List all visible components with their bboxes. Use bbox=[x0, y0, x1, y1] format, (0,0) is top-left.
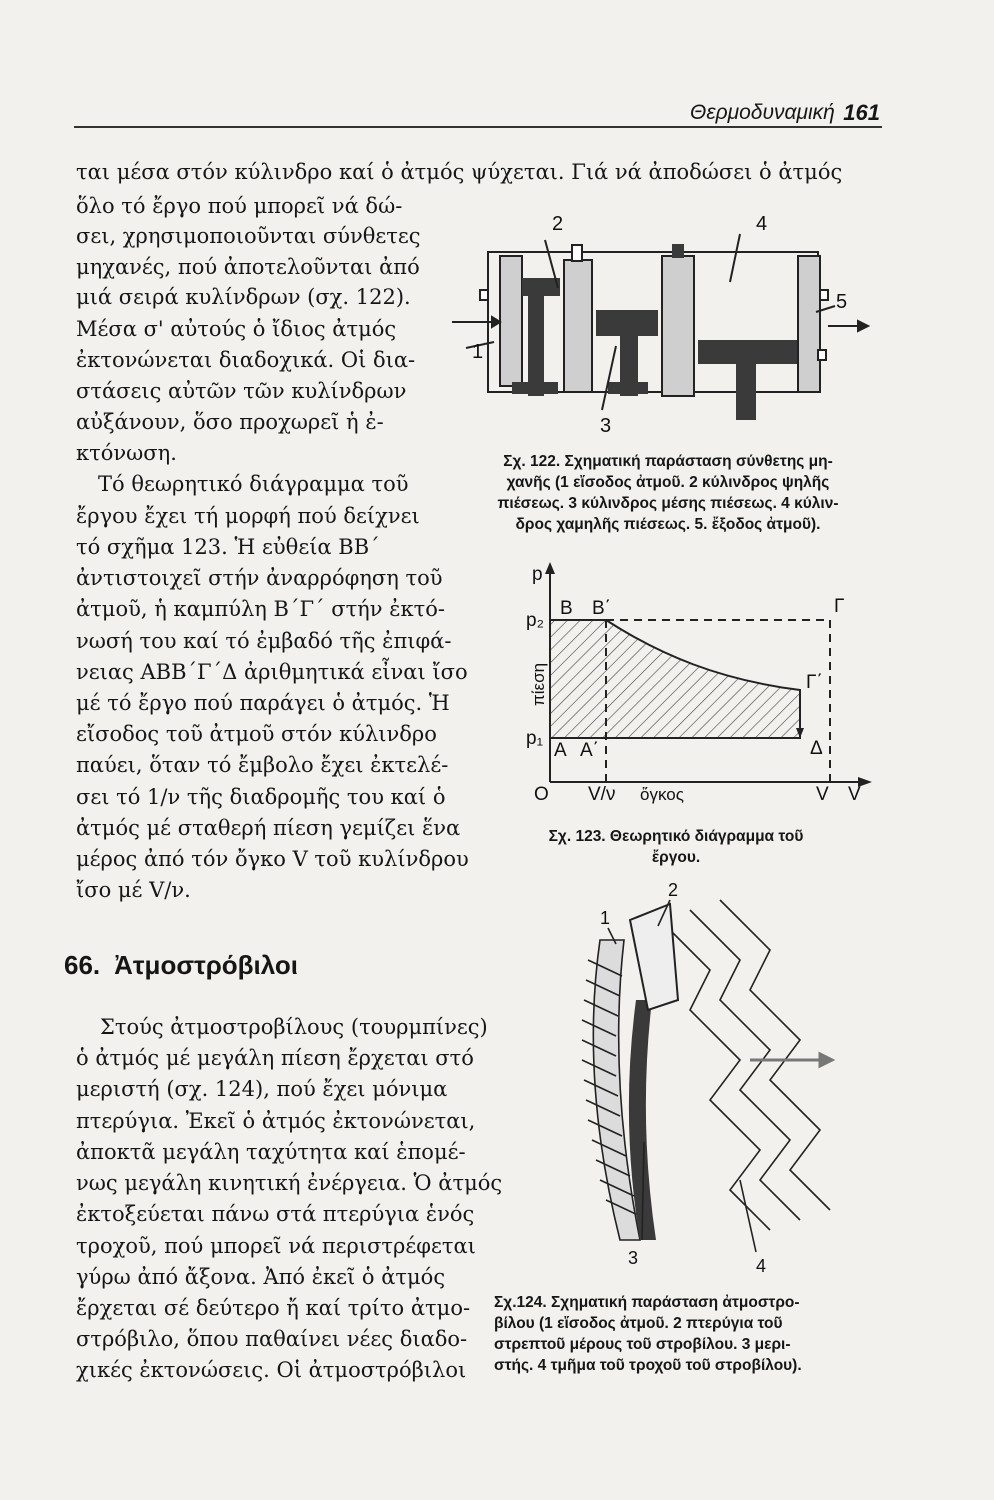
label-3: 3 bbox=[600, 415, 612, 437]
label-2: 2 bbox=[668, 880, 679, 900]
port-right-lower bbox=[818, 350, 826, 360]
text-line: ἀποκτᾶ μεγάλη ταχύτητα καί ἑπομέ- bbox=[76, 1140, 466, 1164]
cylinder-low-pressure bbox=[798, 256, 820, 392]
label-1: 1 bbox=[472, 341, 484, 363]
section-heading bbox=[64, 950, 298, 981]
label-1: 1 bbox=[600, 908, 611, 928]
caption-line: Σχ.124. Σχηματική παράσταση ἀτμοστρο- bbox=[494, 1294, 800, 1311]
inlet-arrowhead bbox=[492, 317, 500, 327]
outlet-arrowhead bbox=[858, 321, 868, 331]
point-d: Δ bbox=[810, 738, 823, 759]
port-left bbox=[480, 290, 488, 300]
text-line: στάσεις αὐτῶν τῶν κυλίνδρων bbox=[76, 379, 407, 403]
y-axis-letter: p bbox=[532, 564, 543, 585]
text-line: νωσή του καί τό ἐμβαδό τῆς ἐπιφά- bbox=[76, 629, 452, 653]
leader-4 bbox=[740, 1180, 756, 1252]
section-number: 66. bbox=[64, 950, 101, 980]
caption-line: στής. 4 τμῆμα τοῦ τροχοῦ τοῦ στροβίλου). bbox=[494, 1357, 802, 1374]
caption-line: δρος χαμηλῆς πιέσεως. 5. ἔξοδος ἀτμοῦ). bbox=[515, 516, 821, 533]
text-line: μέ τό ἔργο πού παράγει ὁ ἀτμός. Ἡ bbox=[76, 691, 450, 715]
label-5: 5 bbox=[836, 291, 848, 313]
text-line: ἀτμός μέ σταθερή πίεση γεμίζει ἕνα bbox=[76, 816, 461, 840]
text-line: νειας ΑΒΒ΄Γ΄Δ ἀριθμητικά εἶναι ἴσο bbox=[76, 660, 468, 684]
text-line: ἔρχεται σέ δεύτερο ἤ καί τρίτο ἀτμο- bbox=[76, 1296, 471, 1320]
text-line: Μέσα σ' αὐτούς ὁ ἴδιος ἀτμός bbox=[76, 317, 397, 341]
caption-line: Σχ. 122. Σχηματική παράσταση σύνθετης μη- bbox=[503, 453, 833, 470]
y-axis-arrow bbox=[545, 562, 555, 574]
text-line: στρόβιλο, ὅπου παθαίνει νέες διαδο- bbox=[76, 1327, 468, 1351]
text-line: μιά σειρά κυλίνδρων (σχ. 122). bbox=[76, 285, 411, 309]
label-2: 2 bbox=[552, 213, 564, 235]
text-line: ἀντιστοιχεῖ στήν ἀναρρόφηση τοῦ bbox=[76, 566, 443, 590]
piston-medium bbox=[596, 310, 658, 336]
text-line: σει, χρησιμοποιοῦνται σύνθετες bbox=[76, 224, 421, 248]
leader-4 bbox=[730, 234, 740, 282]
figure-123-pv-diagram bbox=[500, 560, 880, 830]
caption-line: ἔργου. bbox=[651, 849, 701, 866]
leader-3 bbox=[602, 346, 616, 410]
text-line: τό σχῆμα 123. Ἡ εὐθεία ΒΒ΄ bbox=[76, 535, 380, 559]
point-a-prime: A΄ bbox=[580, 740, 599, 761]
piston-rod-low bbox=[736, 364, 756, 420]
rotor-zigzag-1 bbox=[660, 920, 770, 1230]
piston-rod-high bbox=[528, 296, 544, 396]
rotor-blades bbox=[660, 900, 830, 1230]
section-title: Ἀτμοστρόβιλοι bbox=[114, 950, 299, 980]
point-b-prime: B΄ bbox=[592, 598, 611, 619]
text-line: χικές ἐκτονώσεις. Οἱ ἀτμοστρόβιλοι bbox=[76, 1358, 467, 1382]
work-area bbox=[550, 620, 800, 738]
caption-line: χανῆς (1 εἴσοδος ἀτμοῦ. 2 κύλινδρος ψηλῆς bbox=[506, 474, 830, 491]
caption-123 bbox=[506, 826, 846, 868]
running-head-title: Θερμοδυναμική bbox=[690, 101, 835, 124]
caption-line: βίλου (1 εἴσοδος ἀτμοῦ. 2 πτερύγια τοῦ bbox=[494, 1315, 783, 1332]
text-line: ἴσο μέ V/ν. bbox=[76, 878, 191, 902]
text-line: μηχανές, πού ἀποτελοῦνται ἀπό bbox=[76, 255, 420, 279]
x-axis-label: ὄγκος bbox=[640, 785, 684, 804]
crosshead-high bbox=[512, 382, 558, 394]
v-label-right: V bbox=[848, 784, 861, 805]
point-b: B bbox=[560, 598, 573, 619]
caption-line: πιέσεως. 3 κύλινδρος μέσης πιέσεως. 4 κύλιν- bbox=[497, 495, 839, 512]
caption-122 bbox=[458, 451, 878, 535]
caption-line: στρεπτοῦ μέρους τοῦ στροβίλου. 3 μερι- bbox=[494, 1336, 791, 1353]
caption-line: Σχ. 123. Θεωρητικό διάγραμμα τοῦ bbox=[548, 828, 804, 845]
cylinder-medium-pressure bbox=[662, 256, 694, 396]
y-axis-label: πίεση bbox=[529, 662, 548, 706]
text-line: αὐξάνουν, ὅσο προχωρεῖ ἡ ἐ- bbox=[76, 410, 384, 434]
text-line: ὅλο τό ἔργο πού μπορεῖ νά δώ- bbox=[76, 194, 403, 218]
p1-label: p₁ bbox=[526, 728, 543, 749]
text-line: σει τό 1/ν τῆς διαδρομῆς του καί ὁ bbox=[76, 785, 446, 809]
intro-first-line: ται μέσα στόν κύλινδρο καί ὁ ἀτμός ψύχεται. Γιά νά ἀποδώσει ὁ ἀτμός bbox=[76, 160, 843, 184]
flow-arrowhead bbox=[820, 1054, 832, 1066]
point-g: Γ bbox=[834, 596, 845, 617]
page-number: 161 bbox=[843, 100, 880, 125]
caption-124 bbox=[494, 1292, 876, 1376]
p2-label: p₂ bbox=[526, 610, 544, 631]
text-line: Στούς ἀτμοστροβίλους (τουρμπίνες) bbox=[100, 1015, 488, 1039]
text-line: ἐκτονώνεται διαδοχικά. Οἱ δια- bbox=[76, 348, 416, 372]
text-line: ὁ ἀτμός μέ μεγάλη πίεση ἔρχεται στό bbox=[76, 1046, 474, 1070]
text-line: μεριστή (σχ. 124), πού ἔχει μόνιμα bbox=[76, 1077, 448, 1101]
v-label: V bbox=[816, 784, 829, 805]
figure-122-compound-engine bbox=[440, 200, 880, 440]
crosshead-medium bbox=[608, 382, 648, 394]
piston-low bbox=[698, 340, 798, 364]
rotor-zigzag-3 bbox=[720, 900, 830, 1210]
text-line: ἐκτοξεύεται πάνω στά πτερύγια ἑνός bbox=[76, 1202, 475, 1226]
port-right bbox=[820, 290, 828, 300]
v-over-n-label: V/ν bbox=[588, 784, 616, 805]
header-rule bbox=[74, 126, 882, 128]
label-4: 4 bbox=[756, 1256, 767, 1276]
text-line: γύρω ἀπό ἄξονα. Ἀπό ἐκεῖ ὁ ἀτμός bbox=[76, 1265, 446, 1289]
text-line: Τό θεωρητικό διάγραμμα τοῦ bbox=[98, 472, 409, 496]
point-g-prime: Γ΄ bbox=[806, 672, 823, 693]
valve-top bbox=[572, 245, 582, 261]
label-4: 4 bbox=[756, 213, 768, 235]
text-line: τροχοῦ, πού μπορεῖ νά περιστρέφεται bbox=[76, 1234, 476, 1258]
text-line: εἴσοδος τοῦ ἀτμοῦ στόν κύλινδρο bbox=[76, 722, 437, 746]
figure-124-steam-turbine bbox=[560, 880, 880, 1280]
text-line: νως μεγάλη κινητική ἐνέργεια. Ὁ ἀτμός bbox=[76, 1171, 503, 1195]
inlet-nozzle bbox=[630, 904, 678, 1010]
cylinder-high-pressure bbox=[564, 260, 592, 392]
text-line: πτερύγια. Ἐκεῖ ὁ ἀτμός ἐκτονώνεται, bbox=[76, 1109, 476, 1133]
valve-chest-left bbox=[500, 256, 522, 386]
rotor-zigzag-2 bbox=[690, 910, 800, 1220]
running-head bbox=[690, 97, 880, 129]
origin-label: O bbox=[534, 784, 549, 805]
valve-top-2 bbox=[672, 244, 684, 258]
text-line: ἀτμοῦ, ἡ καμπύλη Β΄Γ΄ στήν ἐκτό- bbox=[76, 597, 445, 621]
text-line: μέρος ἀπό τόν ὄγκο V τοῦ κυλίνδρου bbox=[76, 847, 469, 871]
point-a: A bbox=[554, 740, 567, 761]
label-3: 3 bbox=[628, 1248, 639, 1268]
text-line: παύει, ὅταν τό ἔμβολο ἔχει ἐκτελέ- bbox=[76, 753, 449, 777]
text-line: κτόνωση. bbox=[76, 441, 177, 465]
text-line: ἔργου ἔχει τή μορφή πού δείχνει bbox=[76, 504, 420, 528]
piston-high bbox=[522, 278, 560, 296]
